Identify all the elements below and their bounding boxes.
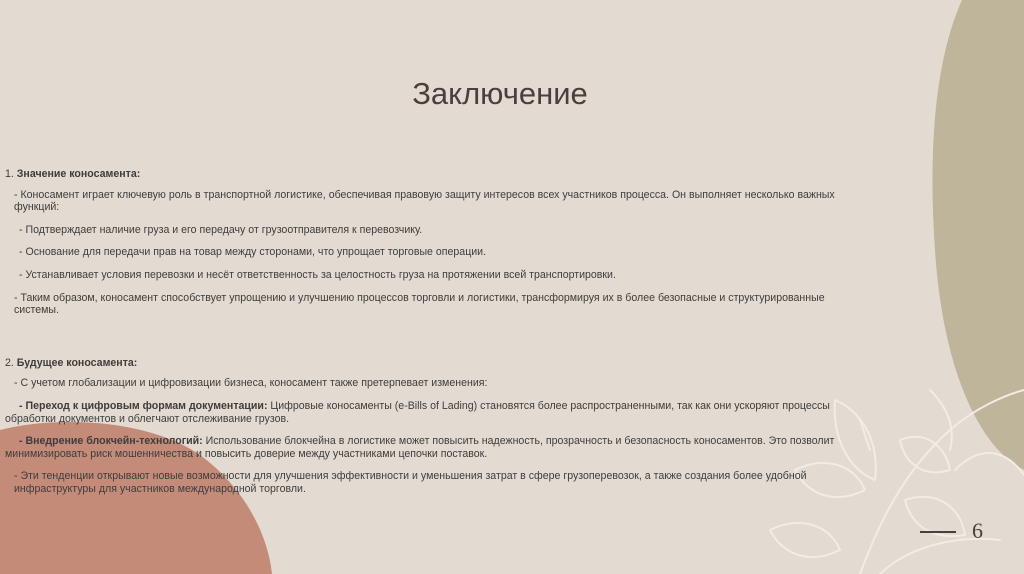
- page-number: 6: [972, 518, 983, 543]
- bullet-item-title: - Переход к цифровым формам документации:: [19, 399, 268, 412]
- page-number-divider: [920, 531, 956, 533]
- bullet-item-title: - Внедрение блокчейн-технологий:: [19, 435, 203, 448]
- bullet-item-text: Использование блокчейна в логистике может повысить надежность, прозрачность и безопасность коносаментов. Это позволит минимизировать риск мошенничества и повысить доверие между участниками цепочки поставок.: [5, 435, 835, 460]
- bullet-item-text: Цифровые коносаменты (e-Bills of Lading) становятся более распространенными, так как они ускоряют процессы обработки документов и облегчают отслеживание грузов.: [5, 399, 830, 425]
- section-title: Значение коносамента:: [16, 168, 141, 180]
- slide-body: [5, 168, 835, 496]
- section-title: Будущее коносамента:: [16, 356, 138, 369]
- bullet-item: [5, 435, 835, 460]
- paragraph: - Коносамент играет ключевую роль в транспортной логистике, обеспечивая правовую защиту интересов всех участников процесса. Он выполняет несколько важных функций:: [14, 188, 835, 214]
- paragraph: - С учетом глобализации и цифровизации бизнеса, коносамент также претерпевает изменения:: [14, 377, 488, 390]
- bullet-item: - Устанавливает условия перевозки и несёт ответственность за целостность груза на протяжении всей транспортировки.: [19, 268, 616, 281]
- olive-blob-shape: [932, 0, 1024, 470]
- page-title: Заключение: [412, 76, 588, 111]
- section-heading: [5, 357, 835, 370]
- bullet-item: [5, 400, 835, 425]
- section-number: 1.: [5, 168, 17, 180]
- paragraph: - Таким образом, коносамент способствует упрощению и улучшению процессов торговли и логистики, трансформируя их в более безопасные и структурированные системы.: [14, 291, 825, 317]
- section-heading: [5, 168, 835, 181]
- bullet-item: - Подтверждает наличие груза и его передачу от грузоотправителя к перевозчику.: [19, 223, 423, 236]
- bullet-item: - Основание для передачи прав на товар между сторонами, что упрощает торговые операции.: [19, 246, 487, 259]
- section-number: 2.: [5, 356, 17, 369]
- paragraph: - Эти тенденции открывают новые возможности для улучшения эффективности и уменьшения затрат в сфере грузоперевозок, а также создания более удобной инфраструктуры для участников международной торговли.: [14, 470, 807, 495]
